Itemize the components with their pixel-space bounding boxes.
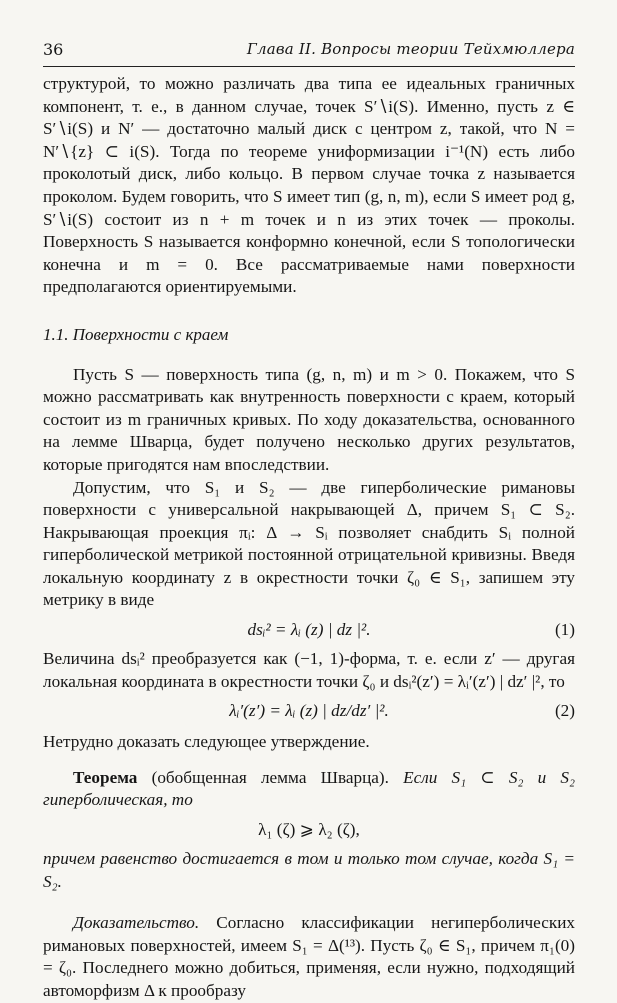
section-title: 1.1. Поверхности с краем <box>43 324 229 344</box>
paragraph-4: Величина dsᵢ² преобразуется как (−1, 1)-форма, т. е. если z′ — другая локальная координата в окрестности точки ζ₀ и dsᵢ²(z′) = λᵢ′(z′) | dz′ |², то <box>43 649 575 691</box>
theorem-tail: причем равенство достигается в том и только том случае, когда S₁ = S₂. <box>43 849 575 891</box>
equation-2-number: (2) <box>554 701 575 721</box>
theorem-head: Теорема <box>73 767 138 787</box>
theorem-text: Если S₁ ⊂ S₂ и S₂ гиперболическая, то <box>43 767 575 810</box>
equation-2-body: λᵢ′(z′) = λᵢ (z) | dz/dz′ |². <box>229 701 389 721</box>
equation-3-body: λ₁ (ζ) ⩾ λ₂ (ζ), <box>258 820 360 840</box>
paragraph-1: структурой, то можно различать два типа ее идеальных граничных компонент, т. е., в данном случае, точек S′∖i(S). Именно, пусть z ∈ S′∖i(S) и N′ — достаточно малый диск с центром z, такой, что N = N′∖{z} ⊂ i(S). Тогда по теореме униформизации i⁻¹(N) есть либо проколотый диск, либо кольцо. В первом случае точка z называется проколом. Будем говорить, что S имеет тип (g, n, m), если S имеет род g, S′∖i(S) состоит из n + m точек и n из этих точек — проколы. Поверхность S называется конформно конечной, если S топологически конечна и m = 0. Все рассматриваемые нами поверхности предполагаются ориентируемыми. <box>43 74 575 297</box>
equation-1-number: (1) <box>554 620 575 640</box>
paragraph-5: Нетрудно доказать следующее утверждение. <box>43 732 370 752</box>
equation-2 <box>43 699 575 723</box>
theorem-note: (обобщенная лемма Шварца). <box>137 767 404 787</box>
running-head: Глава II. Вопросы теории Тейхмюллера <box>246 40 575 58</box>
equation-3 <box>43 818 575 842</box>
paragraph-3: Допустим, что S₁ и S₂ — две гиперболические римановы поверхности с универсальной накрывающей Δ, причем S₁ ⊂ S₂. Накрывающая проекция πᵢ: Δ → Sᵢ позволяет снабдить Sᵢ полной гиперболической метрикой постоянной отрицательной кривизны. Введя локальную координату z в окрестности точки ζ₀ ∈ S₁, запишем эту метрику в виде <box>43 477 575 610</box>
proof-text: Согласно классификации негиперболических римановых поверхностей, имеем S₁ = Δ(¹³). Пусть ζ₀ ∈ S₁, причем π₁(0) = ζ₀. Последнего можно добиться, применяя, если нужно, подходящий автоморфизм Δ к прообразу <box>43 913 575 1000</box>
theorem <box>43 767 575 812</box>
proof-head: Доказательство. <box>73 913 200 933</box>
equation-1 <box>43 618 575 642</box>
proof <box>43 912 575 1002</box>
paragraph-2: Пусть S — поверхность типа (g, n, m) и m > 0. Покажем, что S можно рассматривать как внутренность поверхности с краем, который состоит из m граничных кривых. По ходу доказательства, основанного на лемме Шварца, будет получено несколько других результатов, которые пригодятся нам впоследствии. <box>43 364 575 474</box>
page-header <box>43 40 575 62</box>
header-rule <box>43 66 575 67</box>
equation-1-body: dsᵢ² = λᵢ (z) | dz |². <box>247 620 371 640</box>
page-body <box>43 73 575 1003</box>
page-number: 36 <box>43 40 64 59</box>
